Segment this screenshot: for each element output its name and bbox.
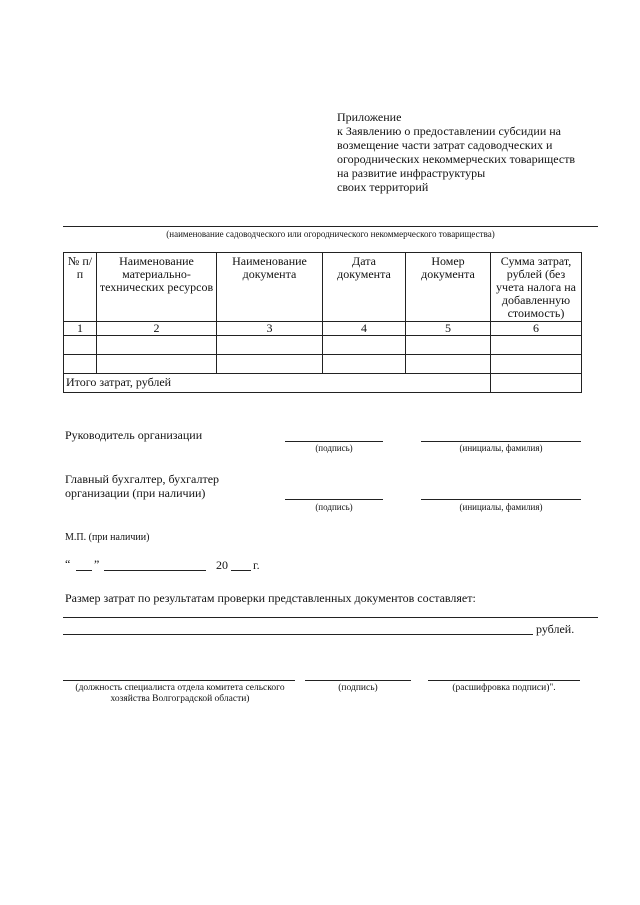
appendix-line: на развитие инфраструктуры [337, 166, 486, 180]
table-cell[interactable] [406, 355, 491, 374]
rubles-label: рублей. [536, 622, 575, 636]
head-initials-caption: (инициалы, фамилия) [459, 443, 543, 453]
header-document-name: Наименование документа [217, 253, 323, 322]
accountant-initials-caption: (инициалы, фамилия) [459, 502, 543, 512]
date-year-suffix: г. [253, 558, 260, 572]
cost-line-2[interactable] [63, 634, 533, 635]
header-number: № п/п [64, 253, 97, 322]
table-cell[interactable] [64, 336, 97, 355]
column-number: 3 [217, 322, 323, 336]
table-cell[interactable] [217, 336, 323, 355]
table-total-row [64, 374, 582, 393]
table-cell[interactable] [323, 336, 406, 355]
table-cell[interactable] [323, 355, 406, 374]
head-initials-line[interactable] [421, 441, 581, 442]
table-cell[interactable] [406, 336, 491, 355]
accountant-signature-caption: (подпись) [315, 502, 353, 512]
table-row [64, 336, 582, 355]
column-number: 2 [97, 322, 217, 336]
head-label: Руководитель организации [65, 428, 203, 442]
accountant-signature-line[interactable] [285, 499, 383, 500]
org-name-line[interactable] [63, 226, 598, 227]
appendix-line: к Заявлению о предоставлении субсидии на [337, 124, 562, 138]
cost-text: Размер затрат по результатам проверки представленных документов составляет: [65, 591, 476, 605]
decode-line[interactable] [428, 680, 580, 681]
appendix-line: возмещение части затрат садоводческих и [337, 138, 553, 152]
appendix-heading [337, 110, 627, 194]
cost-line-1[interactable] [63, 617, 598, 618]
head-signature-line[interactable] [285, 441, 383, 442]
header-document-date: Дата документа [323, 253, 406, 322]
org-name-caption: (наименование садоводческого или огороднического некоммерческого товарищества) [166, 229, 495, 239]
accountant-label-1: Главный бухгалтер, бухгалтер [65, 472, 220, 486]
date-year-prefix: 20 [216, 558, 228, 572]
appendix-line: Приложение [337, 110, 402, 124]
head-signature-caption: (подпись) [315, 443, 353, 453]
stamp-label: М.П. (при наличии) [65, 532, 150, 543]
position-line[interactable] [63, 680, 295, 681]
total-value-cell[interactable] [491, 374, 582, 393]
position-caption: (должность специалиста отдела комитета сельского хозяйства Волгоградской области) [75, 683, 285, 704]
table-cell[interactable] [64, 355, 97, 374]
column-number: 5 [406, 322, 491, 336]
footer-signature-caption: (подпись) [338, 683, 378, 693]
table-cell[interactable] [491, 355, 582, 374]
date-close-quote: ” [94, 557, 100, 571]
accountant-initials-line[interactable] [421, 499, 581, 500]
column-number: 6 [491, 322, 582, 336]
column-number: 4 [323, 322, 406, 336]
table-row [64, 355, 582, 374]
accountant-label-2: организации (при наличии) [65, 486, 206, 500]
expenses-table [63, 252, 582, 393]
header-cost-sum: Сумма затрат, рублей (без учета налога на добавленную стоимость) [491, 253, 582, 322]
appendix-line: своих территорий [337, 180, 429, 194]
date-year-line[interactable] [231, 570, 251, 571]
table-number-row [64, 322, 582, 336]
table-cell[interactable] [217, 355, 323, 374]
date-month-line[interactable] [104, 570, 206, 571]
table-header-row [64, 253, 582, 322]
date-day-line[interactable] [76, 570, 92, 571]
appendix-line: огороднических некоммерческих товариществ [337, 152, 576, 166]
decode-caption: (расшифровка подписи)". [452, 683, 556, 693]
table-cell[interactable] [491, 336, 582, 355]
date-open-quote: “ [65, 557, 71, 571]
header-resources: Наименование материально-технических ресурсов [97, 253, 217, 322]
total-label: Итого затрат, рублей [64, 374, 491, 393]
table-cell[interactable] [97, 355, 217, 374]
footer-signature-line[interactable] [305, 680, 411, 681]
table-cell[interactable] [97, 336, 217, 355]
header-document-number: Номер документа [406, 253, 491, 322]
column-number: 1 [64, 322, 97, 336]
